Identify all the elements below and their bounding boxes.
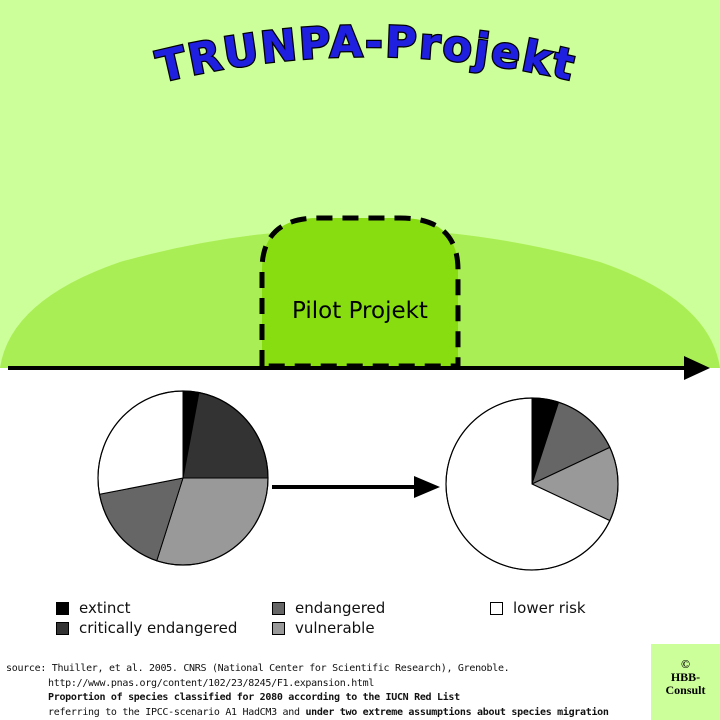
page-title: TRUNPA-Projekt — [151, 17, 581, 93]
copyright-line-1: HBB- — [670, 670, 701, 684]
legend-item-endangered — [272, 599, 385, 617]
legend-item-lower-risk — [490, 599, 586, 617]
pilot-project-area — [262, 218, 458, 366]
source-description: Proportion of species classified for 2080 according to the IUCN Red List — [48, 692, 460, 703]
source-line-1: source: Thuiller, et al. 2005. CNRS (National Center for Scientific Research), Grenoble. — [6, 663, 510, 674]
source-scenario: referring to the IPCC-scenario A1 HadCM3 and under two extreme assumptions about species migration — [48, 706, 609, 718]
transition-arrowhead — [414, 476, 440, 498]
legend-label-vulnerable: vulnerable — [295, 619, 375, 637]
copyright-line-2: Consult — [665, 683, 706, 697]
legend-swatch-critically-endangered — [56, 622, 69, 635]
legend-swatch-endangered — [272, 602, 285, 615]
pilot-project-label: Pilot Projekt — [292, 298, 428, 324]
source-url: http://www.pnas.org/content/102/23/8245/F1.expansion.html — [48, 677, 375, 689]
legend-item-critically-endangered — [56, 619, 237, 637]
legend-swatch-vulnerable — [272, 622, 285, 635]
legend-swatch-lower-risk — [490, 602, 503, 615]
source-citation — [6, 662, 626, 720]
copyright-symbol: © — [681, 657, 690, 671]
legend-item-vulnerable — [272, 619, 375, 637]
pie-slice-lower-risk — [98, 391, 183, 494]
legend-label-extinct: extinct — [79, 599, 131, 617]
legend-item-extinct — [56, 599, 131, 617]
pie-chart-2080 — [446, 398, 618, 570]
legend-label-lower-risk: lower risk — [513, 599, 586, 617]
legend-swatch-extinct — [56, 602, 69, 615]
legend-label-endangered: endangered — [295, 599, 386, 617]
copyright-badge — [651, 644, 720, 720]
pie-chart-current — [98, 391, 268, 565]
legend-label-critically-endangered: critically endangered — [79, 619, 238, 637]
